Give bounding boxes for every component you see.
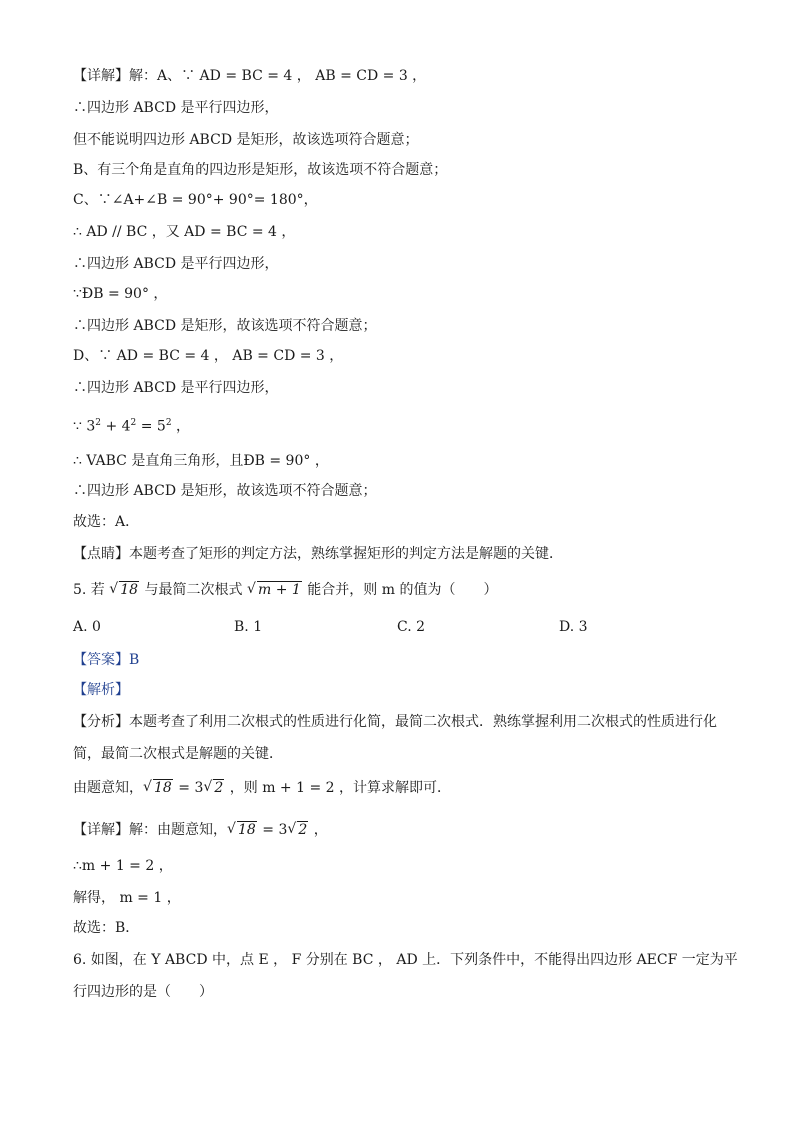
analysis-label: 【解析】 — [73, 682, 129, 698]
text-line: ∴四边形 ABCD 是矩形，故该选项不符合题意； — [73, 483, 377, 499]
option-b: B. 1 — [234, 619, 263, 635]
text-line: D、∵ AD = BC = 4 ， AB = CD = 3 ， — [73, 348, 344, 364]
text-fragment: 能合并，则 m 的值为（ ） — [302, 582, 498, 598]
text-line: 【详解】解：A、∵ AD = BC = 4 ， AB = CD = 3 ， — [73, 68, 427, 84]
text-fragment: = 3 — [173, 780, 204, 796]
text-line: ∴ VABC 是直角三角形，且ÐB = 90° ， — [73, 453, 329, 469]
text-fragment: 【详解】解：由题意知， — [73, 822, 227, 838]
text-line: C、∵∠A+∠B = 90°+ 90°= 180°， — [73, 192, 318, 208]
text-line: 【点睛】本题考查了矩形的判定方法，熟练掌握矩形的判定方法是解题的关键． — [73, 546, 563, 562]
text-line: ∴四边形 ABCD 是矩形，故该选项不符合题意； — [73, 318, 377, 334]
question-6-line: 6. 如图，在 Y ABCD 中，点 E ， F 分别在 BC ， AD 上．下列条件中，不能得出四边形 AECF 一定为平 — [73, 952, 738, 968]
text-fragment: 5. 若 — [73, 582, 110, 598]
exponent: 2 — [165, 418, 172, 428]
sqrt-symbol — [288, 820, 308, 840]
exponent: 2 — [130, 418, 137, 428]
sqrt-symbol — [204, 778, 224, 798]
option-c: C. 2 — [397, 619, 426, 635]
answer-label: 【答案】B — [73, 652, 140, 668]
text-line: 解得， m = 1 ， — [73, 890, 181, 906]
text-line: 故选：B． — [73, 920, 140, 936]
text-fragment: 与最简二次根式 — [140, 582, 247, 598]
sqrt-symbol — [110, 580, 139, 600]
radicand: 18 — [154, 780, 172, 796]
text-line — [73, 820, 734, 840]
text-line — [73, 778, 734, 798]
radicand: 18 — [120, 582, 139, 598]
text-fragment: = 3 — [257, 822, 288, 838]
text-line — [73, 413, 734, 437]
question-6-line: 行四边形的是（ ） — [73, 984, 213, 1000]
radicand: 2 — [298, 822, 308, 838]
radicand: 2 — [214, 780, 224, 796]
text-line: 但不能说明四边形 ABCD 是矩形，故该选项符合题意； — [73, 132, 419, 148]
text-fragment: 由题意知， — [73, 780, 143, 796]
text-line: ∴ AD // BC ，又 AD = BC = 4 ， — [73, 224, 296, 240]
text-fragment: = 5 — [136, 418, 166, 435]
text-line: ∴m + 1 = 2 ， — [73, 858, 173, 874]
text-line: ∵ÐB = 90° ， — [73, 286, 168, 302]
exponent: 2 — [95, 418, 101, 428]
question-5 — [73, 580, 734, 600]
text-fragment: ， — [171, 418, 191, 435]
text-line: 简，最简二次根式是解题的关键． — [73, 746, 283, 762]
sqrt-symbol — [248, 580, 302, 600]
radicand: 18 — [238, 822, 256, 838]
text-fragment: ， — [309, 822, 328, 838]
option-d: D. 3 — [559, 619, 588, 635]
text-line: 【分析】本题考查了利用二次根式的性质进行化简，最简二次根式．熟练掌握利用二次根式的性质进行化 — [73, 714, 717, 730]
text-line: 故选：A． — [73, 514, 140, 530]
text-fragment: ，则 m + 1 = 2 ，计算求解即可． — [225, 780, 451, 796]
text-line: ∴四边形 ABCD 是平行四边形， — [73, 100, 279, 116]
text-line: B、有三个角是直角的四边形是矩形，故该选项不符合题意； — [73, 162, 448, 178]
option-a: A. 0 — [73, 619, 101, 635]
radicand: m + 1 — [258, 582, 301, 598]
text-line: ∴四边形 ABCD 是平行四边形， — [73, 256, 279, 272]
sqrt-symbol — [228, 820, 257, 840]
text-fragment: + 4 — [101, 418, 131, 435]
text-line: ∴四边形 ABCD 是平行四边形， — [73, 380, 279, 396]
sqrt-symbol — [144, 778, 173, 798]
text-fragment: ∵ 3 — [73, 418, 96, 435]
